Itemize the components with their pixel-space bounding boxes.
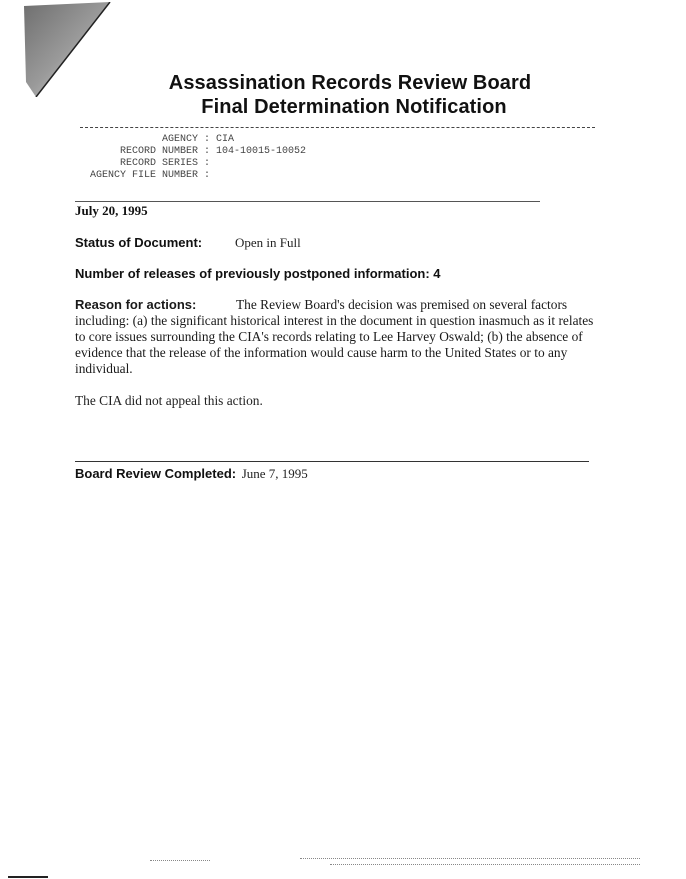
metadata-label: AGENCY bbox=[161, 134, 198, 145]
document-title: Assassination Records Review Board bbox=[168, 72, 532, 94]
metadata-label: RECORD NUMBER bbox=[119, 146, 198, 157]
status-field bbox=[75, 235, 301, 250]
record-metadata bbox=[74, 134, 306, 182]
status-value: Open in Full bbox=[235, 235, 301, 250]
footer-divider bbox=[75, 461, 589, 462]
metadata-row-record-series bbox=[74, 158, 306, 170]
status-label: Status of Document: bbox=[75, 235, 203, 250]
reason-label: Reason for actions: bbox=[75, 297, 197, 312]
scan-artifact bbox=[8, 876, 48, 878]
metadata-label: RECORD SERIES bbox=[119, 158, 198, 169]
metadata-separator: : bbox=[203, 158, 210, 169]
completed-value: June 7, 1995 bbox=[241, 466, 308, 481]
metadata-separator: : bbox=[203, 170, 210, 181]
metadata-value: 104-10015-10052 bbox=[216, 146, 307, 157]
releases-value: 4 bbox=[433, 266, 441, 281]
document-subtitle: Final Determination Notification bbox=[201, 96, 507, 118]
section-divider bbox=[75, 201, 540, 202]
reason-text: The Review Board's decision was premised on several factors including: (a) the significant historical interest in the document in question inasmuch as it relates to core issues surrounding the CIA's records relating to Lee Harvey Oswald; (b) the absence of evidence that the release of the information would cause harm to the United States or to any individual. bbox=[75, 297, 594, 376]
scan-artifact bbox=[330, 864, 640, 865]
scan-artifact bbox=[150, 860, 210, 861]
notification-date: July 20, 1995 bbox=[75, 203, 148, 218]
reason-section bbox=[75, 297, 595, 377]
scan-artifact bbox=[300, 858, 640, 859]
releases-label: Number of releases of previously postponed information: bbox=[75, 266, 430, 281]
metadata-separator: : bbox=[203, 134, 210, 145]
completed-label: Board Review Completed: bbox=[75, 466, 237, 481]
releases-field bbox=[75, 266, 441, 281]
metadata-value: CIA bbox=[216, 134, 235, 145]
metadata-row-record-number bbox=[74, 146, 306, 158]
metadata-label: AGENCY FILE NUMBER bbox=[89, 170, 198, 181]
metadata-row-agency-file-number bbox=[74, 170, 306, 182]
appeal-note: The CIA did not appeal this action. bbox=[75, 393, 263, 408]
header-divider bbox=[80, 127, 595, 128]
metadata-separator: : bbox=[203, 146, 210, 157]
completed-field bbox=[75, 466, 308, 482]
metadata-row-agency bbox=[74, 134, 306, 146]
